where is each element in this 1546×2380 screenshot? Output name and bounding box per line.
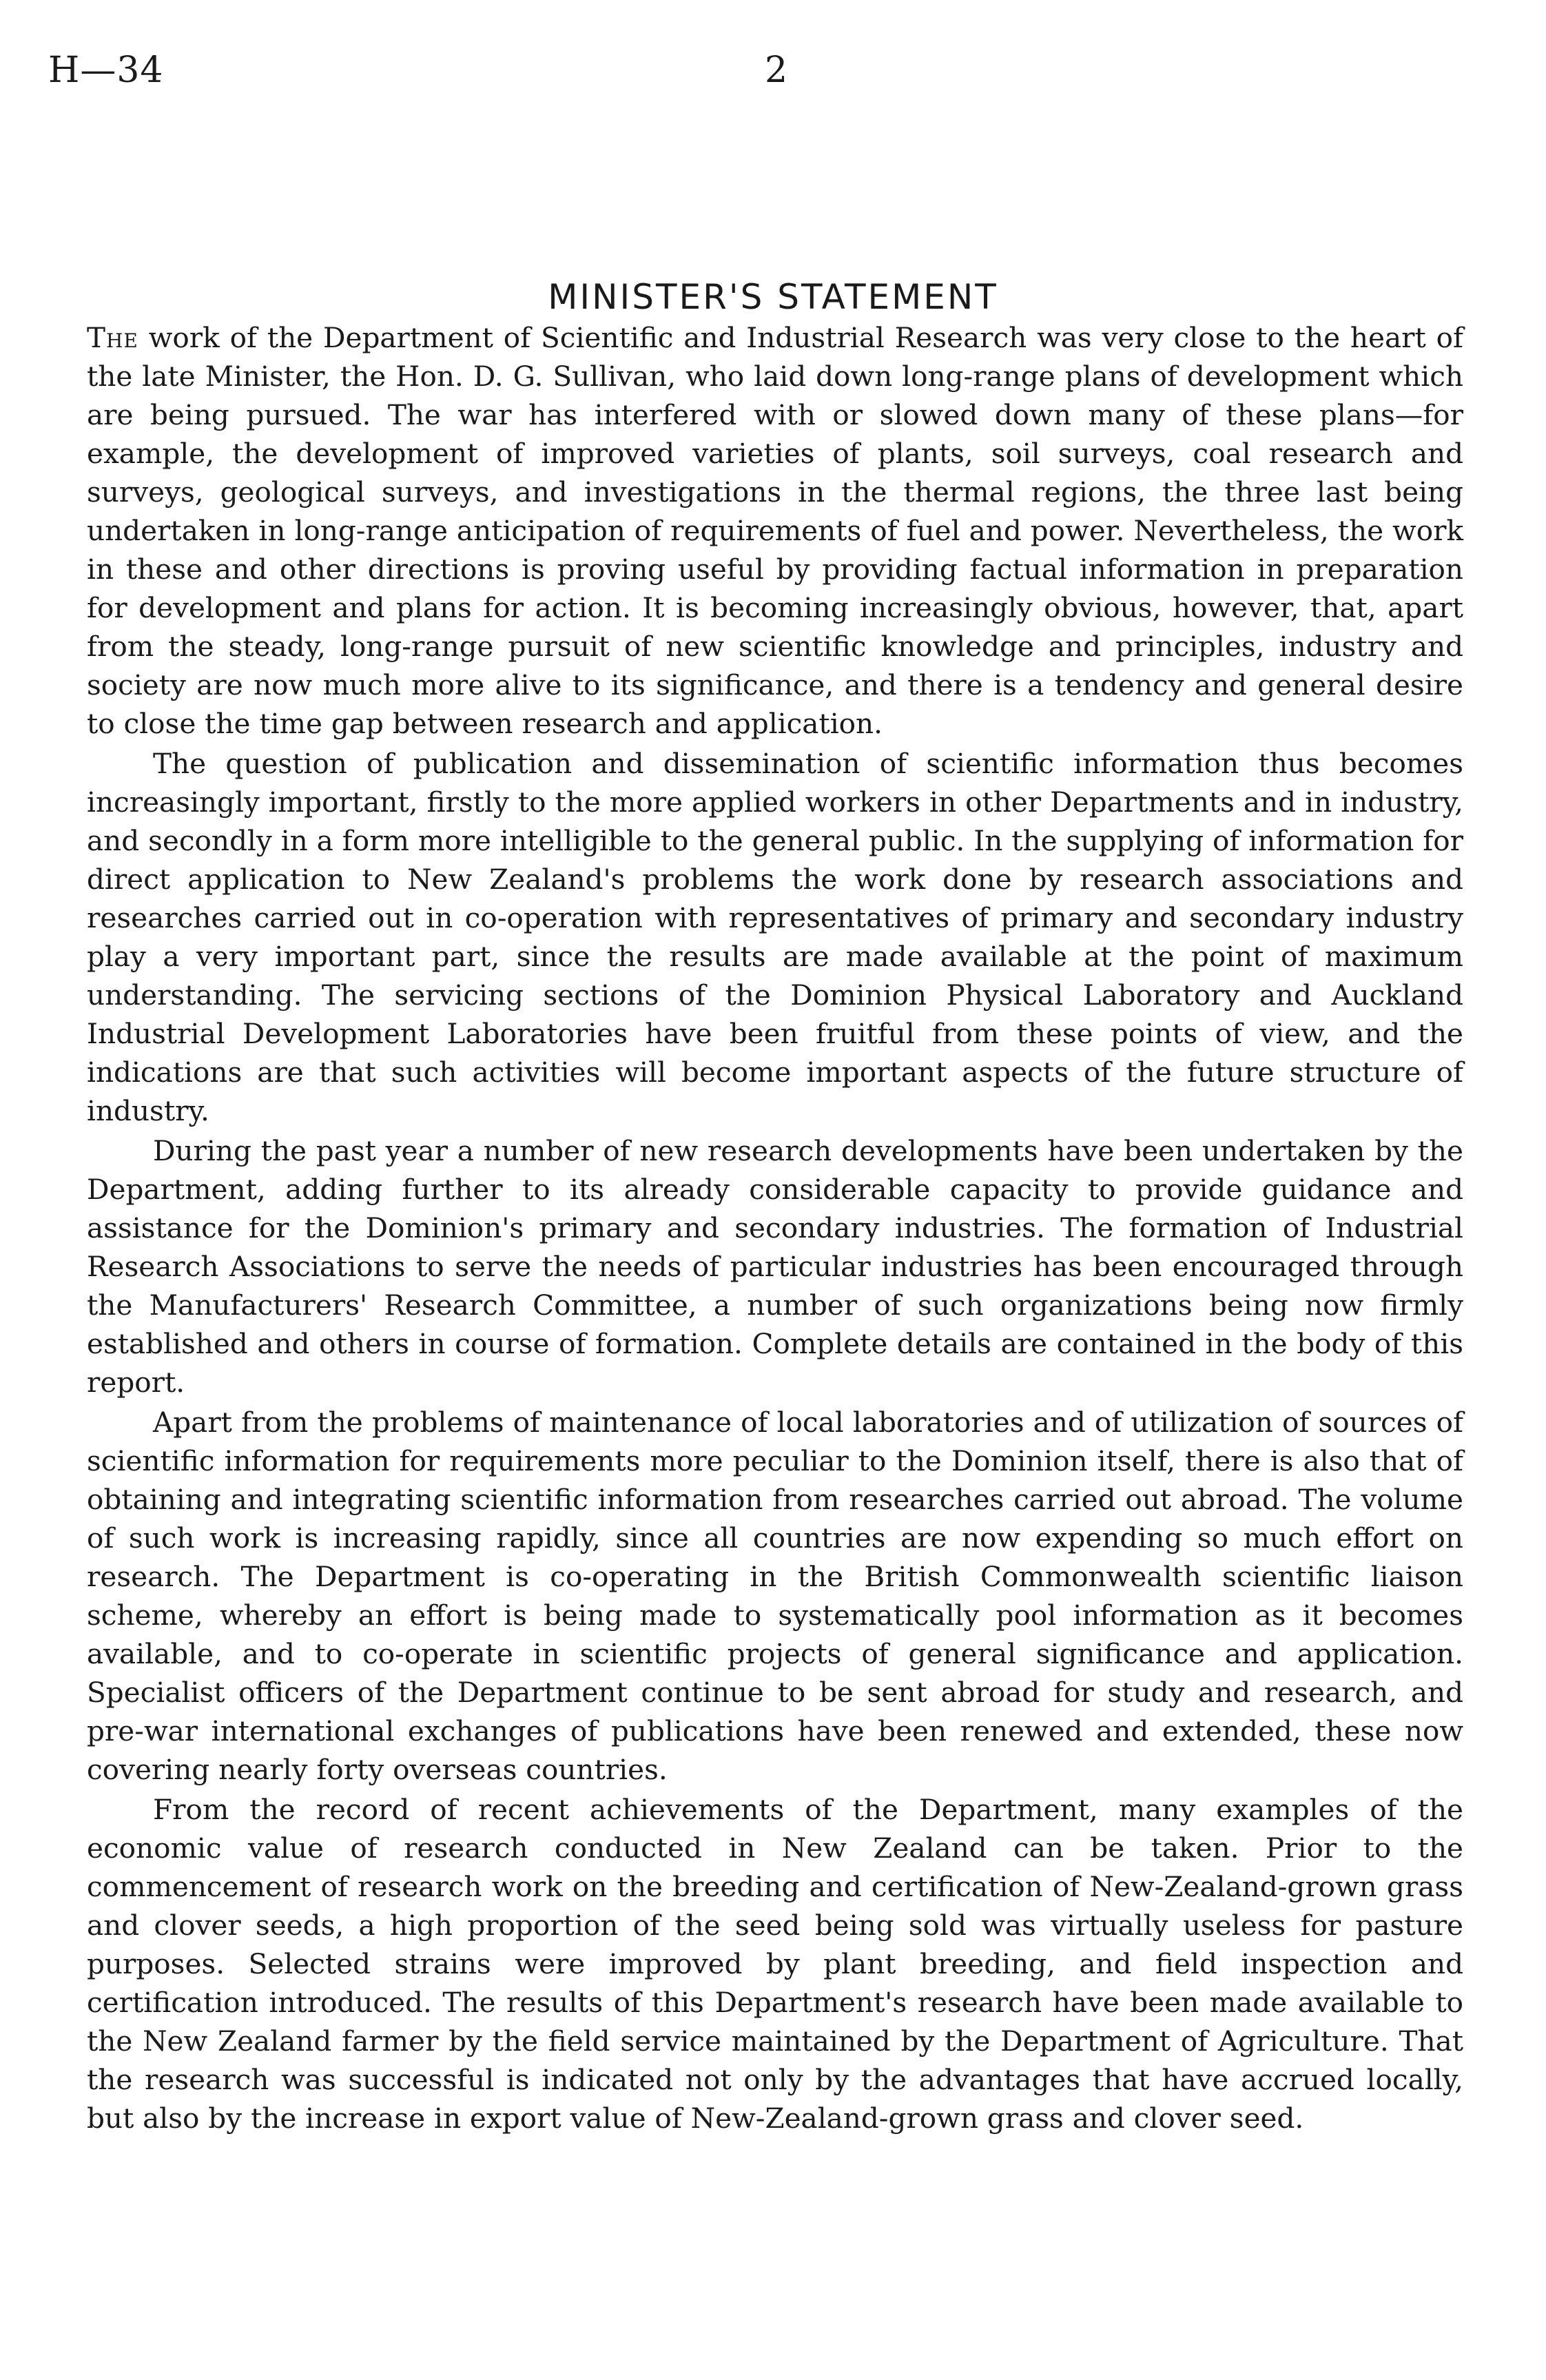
paragraph-2: The question of publication and dissemination of scientific information thus becomes increasingly important, firstly to the more applied workers in other Departments and in industry, and secondly in a form more intelligible to the general public. In the supplying of information for direct application to New Zealand's problems the work done by research associations and researches carried out in co-operation with representatives of primary and secondary industry play a very important part, since the results are made available at the point of maximum understanding. The servicing sections of the Dominion Physical Laboratory and Auckland Industrial Development Laboratories have been fruitful from these points of view, and the indications are that such activities will become important aspects of the future structure of industry. bbox=[87, 747, 1463, 1127]
page-number: 2 bbox=[765, 50, 788, 91]
paragraph-4: Apart from the problems of maintenance of local laboratories and of utilization of sources of scientific information for requirements more peculiar to the Dominion itself, there is also that of obtaining and integrating scientific information from researches carried out abroad. The volume of such work is increasing rapidly, since all countries are now expending so much effort on research. The Department is co-operating in the British Commonwealth scientific liaison scheme, whereby an effort is being made to systematically pool information as it becomes available, and to co-operate in scientific projects of general significance and application. Specialist officers of the Department continue to be sent abroad for study and research, and pre-war international exchanges of publications have been renewed and extended, these now covering nearly forty overseas countries. bbox=[87, 1406, 1463, 1786]
statement-body bbox=[87, 318, 1463, 2139]
parliamentary-paper-reference: H—34 bbox=[48, 50, 164, 91]
paragraph-3: During the past year a number of new research developments have been undertaken by the Department, adding further to its already considerable capacity to provide guidance and assistance for the Dominion's primary and secondary industries. The formation of Industrial Research Associations to serve the needs of particular industries has been encouraged through the Manufacturers' Research Committee, a number of such organizations being now firmly established and others in course of formation. Complete details are contained in the body of this report. bbox=[87, 1134, 1463, 1399]
page-title: MINISTER'S STATEMENT bbox=[548, 276, 998, 317]
paragraph-1 bbox=[87, 318, 1463, 743]
paragraph-1-lead: The bbox=[87, 321, 138, 354]
paragraph-1-text: work of the Department of Scientific and Industrial Research was very close to the heart of the late Minister, the Hon. D. G. Sullivan, who laid down long-range plans of development which are being pursued. The war has interfered with or slowed down many of these plans—for example, the development of improved varieties of plants, soil surveys, coal research and surveys, geological surveys, and investigations in the thermal regions, the three last being undertaken in long-range anticipation of requirements of fuel and power. Nevertheless, the work in these and other directions is proving useful by providing factual information in preparation for development and plans for action. It is becoming increasingly obvious, however, that, apart from the steady, long-range pursuit of new scientific knowledge and principles, industry and society are now much more alive to its significance, and there is a tendency and general desire to close the time gap between research and application. bbox=[87, 321, 1463, 740]
paragraph-5: From the record of recent achievements of the Department, many examples of the economic value of research conducted in New Zealand can be taken. Prior to the commencement of research work on the breeding and certification of New-Zealand-grown grass and clover seeds, a high proportion of the seed being sold was virtually useless for pasture purposes. Selected strains were improved by plant breeding, and field inspection and certification introduced. The results of this Department's research have been made available to the New Zealand farmer by the field service maintained by the Department of Agriculture. That the research was successful is indicated not only by the advantages that have accrued locally, but also by the increase in export value of New-Zealand-grown grass and clover seed. bbox=[87, 1793, 1463, 2135]
